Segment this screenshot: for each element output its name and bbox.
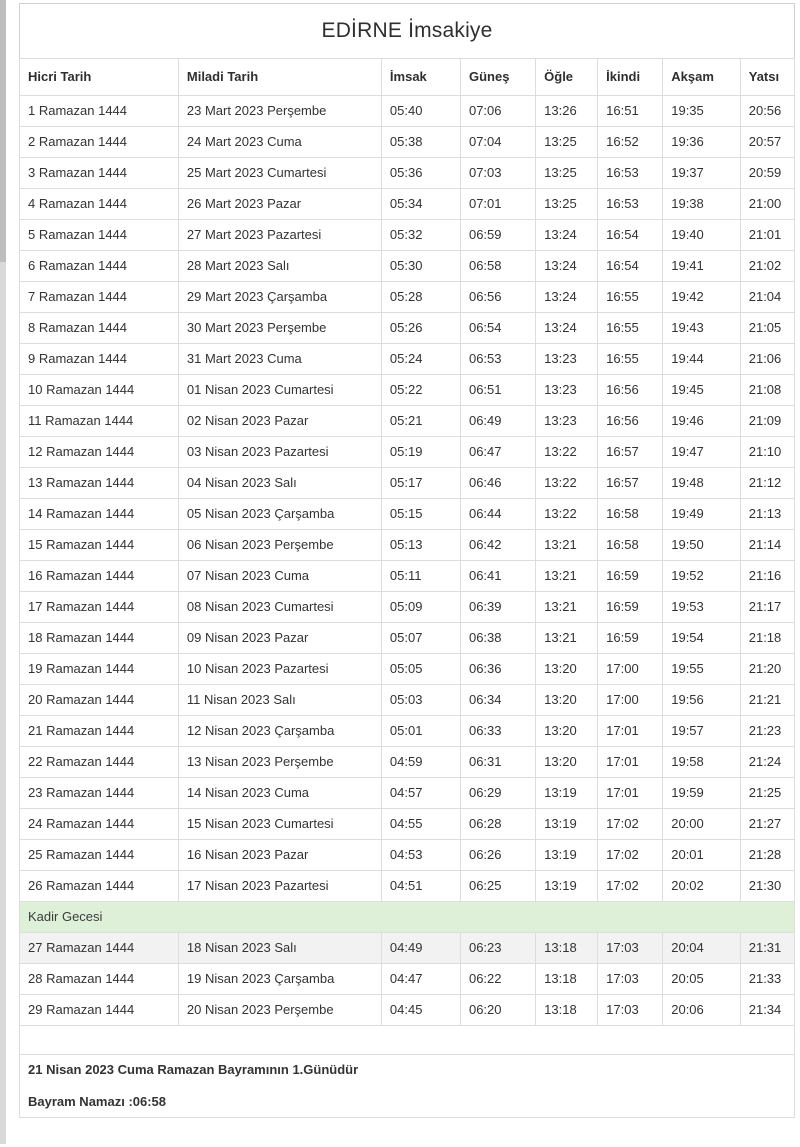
- gunes-time-cell: 06:26: [460, 840, 535, 871]
- imsak-time-cell: 04:49: [381, 933, 460, 964]
- miladi-date-cell: 26 Mart 2023 Pazar: [178, 189, 381, 220]
- imsak-time-cell: 05:34: [381, 189, 460, 220]
- ikindi-time-cell: 17:03: [598, 995, 663, 1026]
- ikindi-time-cell: 16:54: [598, 251, 663, 282]
- ogle-time-cell: 13:18: [536, 933, 598, 964]
- hicri-date-cell: 8 Ramazan 1444: [20, 313, 179, 344]
- ikindi-time-cell: 16:59: [598, 561, 663, 592]
- hicri-date-cell: 27 Ramazan 1444: [20, 933, 179, 964]
- table-row: [20, 995, 795, 1026]
- gunes-time-cell: 06:36: [460, 654, 535, 685]
- imsak-time-cell: 05:26: [381, 313, 460, 344]
- yatsi-time-cell: 21:10: [740, 437, 794, 468]
- ikindi-time-cell: 16:52: [598, 127, 663, 158]
- hicri-date-cell: 5 Ramazan 1444: [20, 220, 179, 251]
- miladi-date-cell: 03 Nisan 2023 Pazartesi: [178, 437, 381, 468]
- hicri-date-cell: 11 Ramazan 1444: [20, 406, 179, 437]
- col-header-imsak: İmsak: [381, 59, 460, 96]
- ikindi-time-cell: 16:56: [598, 375, 663, 406]
- ogle-time-cell: 13:21: [536, 623, 598, 654]
- col-header-hicri-tarih: Hicri Tarih: [20, 59, 179, 96]
- yatsi-time-cell: 21:14: [740, 530, 794, 561]
- aksam-time-cell: 20:02: [663, 871, 741, 902]
- gunes-time-cell: 06:34: [460, 685, 535, 716]
- aksam-time-cell: 19:42: [663, 282, 741, 313]
- ikindi-time-cell: 16:55: [598, 344, 663, 375]
- col-header-miladi-tarih: Miladi Tarih: [178, 59, 381, 96]
- gunes-time-cell: 06:31: [460, 747, 535, 778]
- aksam-time-cell: 19:40: [663, 220, 741, 251]
- ikindi-time-cell: 17:00: [598, 685, 663, 716]
- hicri-date-cell: 16 Ramazan 1444: [20, 561, 179, 592]
- imsakiye-card: [19, 3, 795, 1118]
- gunes-time-cell: 06:51: [460, 375, 535, 406]
- miladi-date-cell: 15 Nisan 2023 Cumartesi: [178, 809, 381, 840]
- ikindi-time-cell: 16:56: [598, 406, 663, 437]
- yatsi-time-cell: 21:05: [740, 313, 794, 344]
- aksam-time-cell: 19:35: [663, 96, 741, 127]
- table-row: [20, 871, 795, 902]
- hicri-date-cell: 20 Ramazan 1444: [20, 685, 179, 716]
- aksam-time-cell: 19:36: [663, 127, 741, 158]
- yatsi-time-cell: 21:18: [740, 623, 794, 654]
- hicri-date-cell: 21 Ramazan 1444: [20, 716, 179, 747]
- imsak-time-cell: 05:32: [381, 220, 460, 251]
- hicri-date-cell: 1 Ramazan 1444: [20, 96, 179, 127]
- yatsi-time-cell: 21:01: [740, 220, 794, 251]
- gunes-time-cell: 06:42: [460, 530, 535, 561]
- miladi-date-cell: 14 Nisan 2023 Cuma: [178, 778, 381, 809]
- bayram-namazi-time: Bayram Namazı :06:58: [28, 1095, 786, 1109]
- ogle-time-cell: 13:24: [536, 220, 598, 251]
- yatsi-time-cell: 21:16: [740, 561, 794, 592]
- table-row: [20, 840, 795, 871]
- hicri-date-cell: 28 Ramazan 1444: [20, 964, 179, 995]
- bayram-note: 21 Nisan 2023 Cuma Ramazan Bayramının 1.Günüdür: [28, 1063, 786, 1077]
- aksam-time-cell: 19:54: [663, 623, 741, 654]
- hicri-date-cell: 18 Ramazan 1444: [20, 623, 179, 654]
- hicri-date-cell: 10 Ramazan 1444: [20, 375, 179, 406]
- hicri-date-cell: 14 Ramazan 1444: [20, 499, 179, 530]
- imsak-time-cell: 04:51: [381, 871, 460, 902]
- aksam-time-cell: 19:46: [663, 406, 741, 437]
- gunes-time-cell: 06:44: [460, 499, 535, 530]
- gunes-time-cell: 06:49: [460, 406, 535, 437]
- ikindi-time-cell: 17:02: [598, 809, 663, 840]
- imsak-time-cell: 04:57: [381, 778, 460, 809]
- yatsi-time-cell: 21:04: [740, 282, 794, 313]
- ikindi-time-cell: 16:59: [598, 592, 663, 623]
- yatsi-time-cell: 21:06: [740, 344, 794, 375]
- table-row: [20, 592, 795, 623]
- aksam-time-cell: 19:41: [663, 251, 741, 282]
- footer-cell: [20, 1055, 795, 1118]
- table-row: [20, 96, 795, 127]
- gunes-time-cell: 07:03: [460, 158, 535, 189]
- gunes-time-cell: 06:58: [460, 251, 535, 282]
- aksam-time-cell: 20:04: [663, 933, 741, 964]
- miladi-date-cell: 16 Nisan 2023 Pazar: [178, 840, 381, 871]
- ogle-time-cell: 13:23: [536, 344, 598, 375]
- aksam-time-cell: 19:58: [663, 747, 741, 778]
- ogle-time-cell: 13:19: [536, 778, 598, 809]
- yatsi-time-cell: 21:08: [740, 375, 794, 406]
- footer-row: [20, 1055, 795, 1118]
- miladi-date-cell: 24 Mart 2023 Cuma: [178, 127, 381, 158]
- aksam-time-cell: 20:00: [663, 809, 741, 840]
- ogle-time-cell: 13:21: [536, 592, 598, 623]
- aksam-time-cell: 19:38: [663, 189, 741, 220]
- gunes-time-cell: 06:54: [460, 313, 535, 344]
- miladi-date-cell: 31 Mart 2023 Cuma: [178, 344, 381, 375]
- yatsi-time-cell: 21:25: [740, 778, 794, 809]
- miladi-date-cell: 17 Nisan 2023 Pazartesi: [178, 871, 381, 902]
- imsak-time-cell: 05:38: [381, 127, 460, 158]
- scrollbar[interactable]: [0, 0, 6, 1144]
- ikindi-time-cell: 16:55: [598, 282, 663, 313]
- imsak-time-cell: 04:59: [381, 747, 460, 778]
- imsak-time-cell: 05:40: [381, 96, 460, 127]
- ikindi-time-cell: 17:03: [598, 964, 663, 995]
- table-row: [20, 654, 795, 685]
- aksam-time-cell: 20:06: [663, 995, 741, 1026]
- hicri-date-cell: 3 Ramazan 1444: [20, 158, 179, 189]
- imsak-time-cell: 05:01: [381, 716, 460, 747]
- miladi-date-cell: 28 Mart 2023 Salı: [178, 251, 381, 282]
- ogle-time-cell: 13:18: [536, 995, 598, 1026]
- imsak-time-cell: 05:07: [381, 623, 460, 654]
- aksam-time-cell: 19:59: [663, 778, 741, 809]
- miladi-date-cell: 01 Nisan 2023 Cumartesi: [178, 375, 381, 406]
- ogle-time-cell: 13:18: [536, 964, 598, 995]
- ikindi-time-cell: 16:53: [598, 158, 663, 189]
- ikindi-time-cell: 17:03: [598, 933, 663, 964]
- imsak-time-cell: 05:11: [381, 561, 460, 592]
- hicri-date-cell: 6 Ramazan 1444: [20, 251, 179, 282]
- table-row: [20, 933, 795, 964]
- miladi-date-cell: 09 Nisan 2023 Pazar: [178, 623, 381, 654]
- miladi-date-cell: 29 Mart 2023 Çarşamba: [178, 282, 381, 313]
- gunes-time-cell: 06:22: [460, 964, 535, 995]
- aksam-time-cell: 19:37: [663, 158, 741, 189]
- aksam-time-cell: 19:43: [663, 313, 741, 344]
- hicri-date-cell: 13 Ramazan 1444: [20, 468, 179, 499]
- col-header-ogle: Öğle: [536, 59, 598, 96]
- gunes-time-cell: 06:33: [460, 716, 535, 747]
- ikindi-time-cell: 16:53: [598, 189, 663, 220]
- table-row: [20, 964, 795, 995]
- yatsi-time-cell: 21:34: [740, 995, 794, 1026]
- imsak-time-cell: 05:28: [381, 282, 460, 313]
- yatsi-time-cell: 21:00: [740, 189, 794, 220]
- table-row: [20, 189, 795, 220]
- imsak-time-cell: 05:21: [381, 406, 460, 437]
- ikindi-time-cell: 17:01: [598, 778, 663, 809]
- imsak-time-cell: 05:22: [381, 375, 460, 406]
- ogle-time-cell: 13:22: [536, 437, 598, 468]
- ogle-time-cell: 13:21: [536, 530, 598, 561]
- ogle-time-cell: 13:20: [536, 716, 598, 747]
- aksam-time-cell: 19:55: [663, 654, 741, 685]
- aksam-time-cell: 20:01: [663, 840, 741, 871]
- gunes-time-cell: 07:04: [460, 127, 535, 158]
- gunes-time-cell: 06:23: [460, 933, 535, 964]
- ogle-time-cell: 13:23: [536, 375, 598, 406]
- yatsi-time-cell: 21:20: [740, 654, 794, 685]
- hicri-date-cell: 23 Ramazan 1444: [20, 778, 179, 809]
- ogle-time-cell: 13:19: [536, 871, 598, 902]
- table-row: [20, 530, 795, 561]
- miladi-date-cell: 19 Nisan 2023 Çarşamba: [178, 964, 381, 995]
- hicri-date-cell: 2 Ramazan 1444: [20, 127, 179, 158]
- miladi-date-cell: 10 Nisan 2023 Pazartesi: [178, 654, 381, 685]
- table-row: [20, 158, 795, 189]
- ogle-time-cell: 13:20: [536, 685, 598, 716]
- table-row: [20, 344, 795, 375]
- ikindi-time-cell: 16:57: [598, 468, 663, 499]
- miladi-date-cell: 12 Nisan 2023 Çarşamba: [178, 716, 381, 747]
- ogle-time-cell: 13:20: [536, 747, 598, 778]
- table-row: [20, 406, 795, 437]
- hicri-date-cell: 29 Ramazan 1444: [20, 995, 179, 1026]
- aksam-time-cell: 19:53: [663, 592, 741, 623]
- yatsi-time-cell: 21:30: [740, 871, 794, 902]
- aksam-time-cell: 19:48: [663, 468, 741, 499]
- table-row: [20, 809, 795, 840]
- ikindi-time-cell: 16:59: [598, 623, 663, 654]
- kadir-gecesi-row: [20, 902, 795, 933]
- miladi-date-cell: 07 Nisan 2023 Cuma: [178, 561, 381, 592]
- yatsi-time-cell: 21:17: [740, 592, 794, 623]
- col-header-aksam: Akşam: [663, 59, 741, 96]
- table-body: [20, 96, 795, 1026]
- yatsi-time-cell: 21:33: [740, 964, 794, 995]
- table-header: [20, 59, 795, 96]
- ogle-time-cell: 13:19: [536, 809, 598, 840]
- hicri-date-cell: 22 Ramazan 1444: [20, 747, 179, 778]
- aksam-time-cell: 19:57: [663, 716, 741, 747]
- hicri-date-cell: 25 Ramazan 1444: [20, 840, 179, 871]
- gunes-time-cell: 06:46: [460, 468, 535, 499]
- imsak-time-cell: 04:45: [381, 995, 460, 1026]
- yatsi-time-cell: 21:12: [740, 468, 794, 499]
- prayer-times-table: [19, 58, 795, 1118]
- ikindi-time-cell: 17:00: [598, 654, 663, 685]
- gunes-time-cell: 07:01: [460, 189, 535, 220]
- table-row: [20, 623, 795, 654]
- table-row: [20, 127, 795, 158]
- spacer-row: [20, 1026, 795, 1055]
- imsak-time-cell: 04:55: [381, 809, 460, 840]
- table-row: [20, 778, 795, 809]
- miladi-date-cell: 25 Mart 2023 Cumartesi: [178, 158, 381, 189]
- table-row: [20, 561, 795, 592]
- yatsi-time-cell: 20:59: [740, 158, 794, 189]
- miladi-date-cell: 27 Mart 2023 Pazartesi: [178, 220, 381, 251]
- spacer-cell: [20, 1026, 795, 1055]
- table-row: [20, 220, 795, 251]
- ikindi-time-cell: 16:57: [598, 437, 663, 468]
- miladi-date-cell: 08 Nisan 2023 Cumartesi: [178, 592, 381, 623]
- ikindi-time-cell: 17:02: [598, 840, 663, 871]
- aksam-time-cell: 19:45: [663, 375, 741, 406]
- imsak-time-cell: 05:30: [381, 251, 460, 282]
- yatsi-time-cell: 21:21: [740, 685, 794, 716]
- yatsi-time-cell: 21:02: [740, 251, 794, 282]
- gunes-time-cell: 06:39: [460, 592, 535, 623]
- miladi-date-cell: 30 Mart 2023 Perşembe: [178, 313, 381, 344]
- table-row: [20, 747, 795, 778]
- table-row: [20, 251, 795, 282]
- yatsi-time-cell: 21:31: [740, 933, 794, 964]
- gunes-time-cell: 06:29: [460, 778, 535, 809]
- gunes-time-cell: 06:56: [460, 282, 535, 313]
- ogle-time-cell: 13:22: [536, 468, 598, 499]
- col-header-ikindi: İkindi: [598, 59, 663, 96]
- aksam-time-cell: 19:50: [663, 530, 741, 561]
- ogle-time-cell: 13:25: [536, 158, 598, 189]
- ogle-time-cell: 13:20: [536, 654, 598, 685]
- yatsi-time-cell: 21:13: [740, 499, 794, 530]
- page-title: EDİRNE İmsakiye: [321, 19, 492, 43]
- miladi-date-cell: 05 Nisan 2023 Çarşamba: [178, 499, 381, 530]
- miladi-date-cell: 23 Mart 2023 Perşembe: [178, 96, 381, 127]
- imsak-time-cell: 05:09: [381, 592, 460, 623]
- miladi-date-cell: 20 Nisan 2023 Perşembe: [178, 995, 381, 1026]
- ogle-time-cell: 13:24: [536, 251, 598, 282]
- imsak-time-cell: 05:19: [381, 437, 460, 468]
- col-header-gunes: Güneş: [460, 59, 535, 96]
- miladi-date-cell: 11 Nisan 2023 Salı: [178, 685, 381, 716]
- gunes-time-cell: 06:53: [460, 344, 535, 375]
- hicri-date-cell: 12 Ramazan 1444: [20, 437, 179, 468]
- yatsi-time-cell: 21:09: [740, 406, 794, 437]
- imsak-time-cell: 05:17: [381, 468, 460, 499]
- gunes-time-cell: 06:47: [460, 437, 535, 468]
- miladi-date-cell: 18 Nisan 2023 Salı: [178, 933, 381, 964]
- table-footer: [20, 1026, 795, 1118]
- ogle-time-cell: 13:22: [536, 499, 598, 530]
- hicri-date-cell: 24 Ramazan 1444: [20, 809, 179, 840]
- ikindi-time-cell: 16:51: [598, 96, 663, 127]
- aksam-time-cell: 19:56: [663, 685, 741, 716]
- aksam-time-cell: 20:05: [663, 964, 741, 995]
- ikindi-time-cell: 16:58: [598, 530, 663, 561]
- imsak-time-cell: 05:24: [381, 344, 460, 375]
- hicri-date-cell: 4 Ramazan 1444: [20, 189, 179, 220]
- imsak-time-cell: 05:05: [381, 654, 460, 685]
- aksam-time-cell: 19:44: [663, 344, 741, 375]
- imsak-time-cell: 04:53: [381, 840, 460, 871]
- table-row: [20, 499, 795, 530]
- miladi-date-cell: 06 Nisan 2023 Perşembe: [178, 530, 381, 561]
- yatsi-time-cell: 21:27: [740, 809, 794, 840]
- ikindi-time-cell: 17:02: [598, 871, 663, 902]
- ikindi-time-cell: 17:01: [598, 716, 663, 747]
- ogle-time-cell: 13:21: [536, 561, 598, 592]
- table-row: [20, 468, 795, 499]
- hicri-date-cell: 17 Ramazan 1444: [20, 592, 179, 623]
- title-box: [19, 3, 795, 59]
- yatsi-time-cell: 21:23: [740, 716, 794, 747]
- ogle-time-cell: 13:23: [536, 406, 598, 437]
- gunes-time-cell: 06:28: [460, 809, 535, 840]
- ikindi-time-cell: 17:01: [598, 747, 663, 778]
- hicri-date-cell: 15 Ramazan 1444: [20, 530, 179, 561]
- scrollbar-thumb[interactable]: [0, 0, 6, 262]
- gunes-time-cell: 07:06: [460, 96, 535, 127]
- gunes-time-cell: 06:20: [460, 995, 535, 1026]
- gunes-time-cell: 06:38: [460, 623, 535, 654]
- miladi-date-cell: 13 Nisan 2023 Perşembe: [178, 747, 381, 778]
- table-row: [20, 313, 795, 344]
- kadir-gecesi-banner: Kadir Gecesi: [20, 902, 795, 933]
- gunes-time-cell: 06:59: [460, 220, 535, 251]
- ogle-time-cell: 13:24: [536, 282, 598, 313]
- imsak-time-cell: 05:15: [381, 499, 460, 530]
- imsak-time-cell: 05:03: [381, 685, 460, 716]
- header-row: [20, 59, 795, 96]
- imsak-time-cell: 04:47: [381, 964, 460, 995]
- imsak-time-cell: 05:13: [381, 530, 460, 561]
- yatsi-time-cell: 21:28: [740, 840, 794, 871]
- ikindi-time-cell: 16:54: [598, 220, 663, 251]
- miladi-date-cell: 04 Nisan 2023 Salı: [178, 468, 381, 499]
- yatsi-time-cell: 20:57: [740, 127, 794, 158]
- ikindi-time-cell: 16:58: [598, 499, 663, 530]
- table-row: [20, 282, 795, 313]
- ogle-time-cell: 13:25: [536, 189, 598, 220]
- miladi-date-cell: 02 Nisan 2023 Pazar: [178, 406, 381, 437]
- ogle-time-cell: 13:25: [536, 127, 598, 158]
- imsak-time-cell: 05:36: [381, 158, 460, 189]
- ogle-time-cell: 13:26: [536, 96, 598, 127]
- aksam-time-cell: 19:49: [663, 499, 741, 530]
- yatsi-time-cell: 21:24: [740, 747, 794, 778]
- hicri-date-cell: 19 Ramazan 1444: [20, 654, 179, 685]
- hicri-date-cell: 26 Ramazan 1444: [20, 871, 179, 902]
- col-header-yatsi: Yatsı: [740, 59, 794, 96]
- table-row: [20, 375, 795, 406]
- hicri-date-cell: 7 Ramazan 1444: [20, 282, 179, 313]
- gunes-time-cell: 06:41: [460, 561, 535, 592]
- table-row: [20, 437, 795, 468]
- ogle-time-cell: 13:24: [536, 313, 598, 344]
- ogle-time-cell: 13:19: [536, 840, 598, 871]
- hicri-date-cell: 9 Ramazan 1444: [20, 344, 179, 375]
- table-row: [20, 716, 795, 747]
- yatsi-time-cell: 20:56: [740, 96, 794, 127]
- gunes-time-cell: 06:25: [460, 871, 535, 902]
- aksam-time-cell: 19:47: [663, 437, 741, 468]
- table-row: [20, 685, 795, 716]
- aksam-time-cell: 19:52: [663, 561, 741, 592]
- ikindi-time-cell: 16:55: [598, 313, 663, 344]
